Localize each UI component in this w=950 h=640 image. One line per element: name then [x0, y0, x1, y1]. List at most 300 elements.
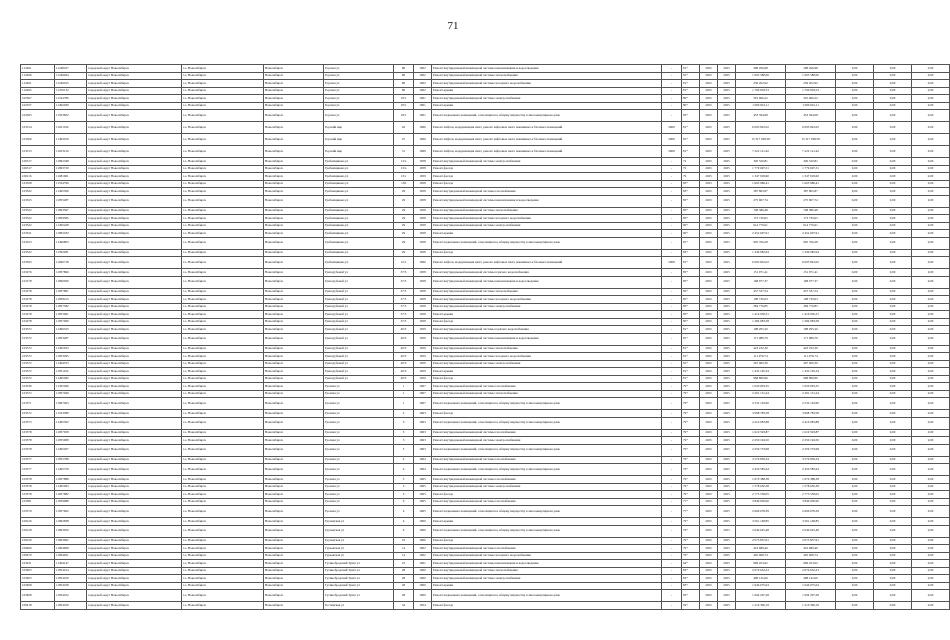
- cell-z1: 0,00: [836, 158, 874, 166]
- cell-z1: 0,00: [836, 545, 874, 553]
- cell-code: 11857582: [55, 303, 87, 311]
- cell-z1: 0,00: [836, 476, 874, 484]
- cell-street: Гребенщикова ул: [324, 257, 394, 269]
- cell-group: 81*: [682, 257, 700, 269]
- cell-cost2: 1 009 922,11: [786, 102, 836, 110]
- cell-z2: 0,00: [874, 582, 912, 590]
- cell-y1: 2025: [700, 237, 718, 249]
- cell-city: г.о. Новосибирск: [182, 333, 264, 345]
- table-row: [21, 353, 950, 361]
- cell-house: 40/3: [394, 333, 414, 345]
- cell-z1: 0,00: [836, 122, 874, 134]
- cell-group: 83*: [682, 567, 700, 575]
- cell-d1: -: [662, 552, 682, 560]
- cell-city: г.о. Новосибирск: [182, 464, 264, 476]
- cell-group: 80*: [682, 95, 700, 103]
- cell-z3: 0,00: [912, 575, 950, 583]
- cell-y2: 2025: [718, 360, 736, 368]
- cell-area: городской округ Новосибирск: [87, 102, 182, 110]
- cell-y2: 2025: [718, 552, 736, 560]
- cell-cost2: 1 946 075,04: [786, 582, 836, 590]
- cell-area: городской округ Новосибирск: [87, 437, 182, 445]
- cell-z3: 0,00: [912, 296, 950, 304]
- cell-work: Ремонт крыши: [432, 368, 662, 376]
- cell-y2: 2025: [718, 590, 736, 602]
- cell-work: Ремонт подвальных помещений, относящихся к общему имуществу в многоквартирном доме: [432, 398, 662, 410]
- cell-code: 11653210: [55, 146, 87, 158]
- cell-area: городской округ Новосибирск: [87, 276, 182, 288]
- cell-y1: 2025: [700, 180, 718, 188]
- cell-cost: 1 619 593,87: [736, 429, 786, 437]
- cell-city: г.о. Новосибирск: [182, 72, 264, 80]
- cell-y1: 2025: [700, 456, 718, 464]
- cell-group: 81*: [682, 353, 700, 361]
- cell-z2: 0,00: [874, 537, 912, 545]
- cell-street: Гризодубовой ул: [324, 318, 394, 326]
- cell-city: г.о. Новосибирск: [182, 375, 264, 383]
- cell-work: Ремонт внутридомовой инженерной системы теплоснабжения: [432, 567, 662, 575]
- cell-id: 103405: [21, 567, 55, 575]
- cell-year: 1958: [414, 230, 432, 238]
- cell-code: 11493019: [55, 134, 87, 146]
- cell-z2: 0,00: [874, 518, 912, 526]
- cell-city: г.о. Новосибирск: [182, 102, 264, 110]
- cell-id: 103372: [21, 390, 55, 398]
- cell-y2: 2025: [718, 326, 736, 334]
- cell-work: Ремонт внутридомовой инженерной системы холодного водоснабжения: [432, 80, 662, 88]
- cell-cost: 168 977,37: [736, 276, 786, 288]
- cell-y1: 2025: [700, 207, 718, 215]
- table-row: [21, 575, 950, 583]
- cell-street: Гребенщикова ул: [324, 165, 394, 173]
- cell-year: 1958: [414, 222, 432, 230]
- cell-z2: 0,00: [874, 506, 912, 518]
- cell-y1: 2025: [700, 560, 718, 568]
- cell-id: 103408: [21, 590, 55, 602]
- cell-code: 11495093: [55, 483, 87, 491]
- cell-cost2: 259 202,92: [786, 80, 836, 88]
- cell-cost2: 168 977,37: [786, 276, 836, 288]
- cell-cost2: 1 020 003,35: [786, 383, 836, 391]
- cell-cost: 1 210 396,19: [736, 602, 786, 610]
- cell-cost2: 284 776,85: [786, 303, 836, 311]
- cell-z2: 0,00: [874, 165, 912, 173]
- cell-cost2: 2 075 837,91: [786, 537, 836, 545]
- cell-y2: 2025: [718, 575, 736, 583]
- cell-z2: 0,00: [874, 368, 912, 376]
- table-row: [21, 368, 950, 376]
- cell-y1: 2025: [700, 318, 718, 326]
- cell-group: 81*: [682, 72, 700, 80]
- cell-district: Новосибирск: [264, 582, 324, 590]
- cell-code: 11851102: [55, 368, 87, 376]
- cell-cost: 1 347 918,60: [736, 173, 786, 181]
- cell-y1: 2025: [700, 269, 718, 277]
- cell-group: 79*: [682, 383, 700, 391]
- cell-work: Ремонт внутридомовой инженерной системы холодного водоснабжения: [432, 215, 662, 223]
- cell-work: Ремонт внутридомовой инженерной системы холодного водоснабжения: [432, 353, 662, 361]
- cell-work: Ремонт внутридомовой инженерной системы горячего водоснабжения: [432, 326, 662, 334]
- cell-city: г.о. Новосибирск: [182, 383, 264, 391]
- cell-d1: -: [662, 491, 682, 499]
- cell-house: 18/1: [394, 95, 414, 103]
- table-row: [21, 429, 950, 437]
- cell-y2: 2025: [718, 437, 736, 445]
- cell-work: Ремонт внутридомовой инженерной системы газоснабжения: [432, 476, 662, 484]
- cell-street: Гурьевская ул: [324, 552, 394, 560]
- cell-z3: 0,00: [912, 429, 950, 437]
- cell-id: 102367: [21, 95, 55, 103]
- cell-district: Новосибирск: [264, 483, 324, 491]
- table-row: [21, 567, 950, 575]
- cell-year: 1960: [414, 525, 432, 537]
- cell-cost2: 2 291 131,24: [786, 390, 836, 398]
- cell-street: Гризодубовой ул: [324, 368, 394, 376]
- cell-house: 40/3: [394, 326, 414, 334]
- cell-cost: 6 093 822,02: [736, 257, 786, 269]
- cell-y1: 2025: [700, 410, 718, 418]
- cell-area: городской округ Новосибирск: [87, 383, 182, 391]
- cell-area: городской округ Новосибирск: [87, 368, 182, 376]
- cell-district: Новосибирск: [264, 360, 324, 368]
- cell-district: Новосибирск: [264, 417, 324, 429]
- cell-code: 11495027: [55, 444, 87, 456]
- cell-house: 28: [394, 575, 414, 583]
- cell-d1: -: [662, 87, 682, 95]
- cell-year: 1963: [414, 444, 432, 456]
- cell-house: 6: [394, 498, 414, 506]
- cell-cost2: 2 452 607,91: [786, 230, 836, 238]
- cell-street: Гурьевская ул: [324, 545, 394, 553]
- cell-house: 5: [394, 483, 414, 491]
- cell-street: Грозная ул: [324, 444, 394, 456]
- cell-z2: 0,00: [874, 296, 912, 304]
- table-row: [21, 360, 950, 368]
- cell-street: Гостинская ул: [324, 602, 394, 610]
- cell-house: 159: [394, 180, 414, 188]
- cell-year: 1965: [414, 476, 432, 484]
- cell-z1: 0,00: [836, 383, 874, 391]
- cell-district: Новосибирск: [264, 590, 324, 602]
- cell-house: 28: [394, 590, 414, 602]
- table-row: [21, 560, 950, 568]
- cell-city: г.о. Новосибирск: [182, 506, 264, 518]
- cell-y2: 2025: [718, 188, 736, 196]
- table-row: [21, 456, 950, 464]
- cell-group: 85*: [682, 195, 700, 207]
- cell-z3: 0,00: [912, 456, 950, 464]
- cell-street: Горская ул: [324, 110, 394, 122]
- cell-z3: 0,00: [912, 165, 950, 173]
- cell-id: 109128: [21, 525, 55, 537]
- cell-id: 103372: [21, 326, 55, 334]
- cell-y2: 2025: [718, 95, 736, 103]
- cell-year: 1958: [414, 188, 432, 196]
- cell-street: Гризодубовой ул: [324, 333, 394, 345]
- cell-z1: 0,00: [836, 95, 874, 103]
- cell-city: г.о. Новосибирск: [182, 525, 264, 537]
- cell-year: 1963: [414, 437, 432, 445]
- table-row: [21, 72, 950, 80]
- cell-district: Новосибирск: [264, 518, 324, 526]
- cell-area: городской округ Новосибирск: [87, 525, 182, 537]
- cell-y2: 2025: [718, 87, 736, 95]
- cell-z3: 0,00: [912, 237, 950, 249]
- cell-street: Гризодубовой ул: [324, 269, 394, 277]
- cell-year: 1996: [414, 134, 432, 146]
- cell-work: Ремонт внутридомовой инженерной системы холодного водоснабжения: [432, 552, 662, 560]
- cell-y1: 2025: [700, 498, 718, 506]
- cell-city: г.о. Новосибирск: [182, 146, 264, 158]
- cell-cost2: 275 967,74: [786, 195, 836, 207]
- cell-street: Гусинобродский Тракт ул: [324, 590, 394, 602]
- cell-d1: -: [662, 582, 682, 590]
- cell-group: 85*: [682, 269, 700, 277]
- cell-city: г.о. Новосибирск: [182, 437, 264, 445]
- cell-street: Грозная ул: [324, 410, 394, 418]
- cell-d1: -: [662, 311, 682, 319]
- cell-cost2: 151 971,41: [786, 269, 836, 277]
- cell-code: 11853287: [55, 333, 87, 345]
- cell-group: 76*: [682, 545, 700, 553]
- cell-group: 85*: [682, 303, 700, 311]
- table-row: [21, 311, 950, 319]
- cell-y1: 2025: [700, 429, 718, 437]
- cell-house: 18/1: [394, 110, 414, 122]
- cell-z2: 0,00: [874, 110, 912, 122]
- cell-z2: 0,00: [874, 318, 912, 326]
- cell-street: Гребенщикова ул: [324, 207, 394, 215]
- cell-work: Ремонт внутридомовой инженерной системы канализования и водоотведения: [432, 195, 662, 207]
- cell-d1: 2008: [662, 146, 682, 158]
- cell-z3: 0,00: [912, 560, 950, 568]
- cell-y1: 2025: [700, 537, 718, 545]
- cell-cost: 453 594,08: [736, 110, 786, 122]
- cell-y1: 2025: [700, 249, 718, 257]
- cell-district: Новосибирск: [264, 173, 324, 181]
- cell-z3: 0,00: [912, 383, 950, 391]
- cell-y1: 2025: [700, 257, 718, 269]
- cell-y1: 2025: [700, 525, 718, 537]
- cell-d1: -: [662, 437, 682, 445]
- table-row: [21, 296, 950, 304]
- cell-city: г.о. Новосибирск: [182, 318, 264, 326]
- cell-work: Ремонт фасада: [432, 180, 662, 188]
- cell-house: 18/1: [394, 102, 414, 110]
- cell-street: Грозная ул: [324, 491, 394, 499]
- cell-code: 11855287: [55, 195, 87, 207]
- table-row: [21, 288, 950, 296]
- cell-year: 1963: [414, 417, 432, 429]
- cell-z2: 0,00: [874, 95, 912, 103]
- cell-year: 1958: [414, 158, 432, 166]
- cell-z3: 0,00: [912, 146, 950, 158]
- cell-work: Ремонт внутридомовой инженерной системы газоснабжения: [432, 456, 662, 464]
- cell-cost2: 1 670 388,38: [786, 476, 836, 484]
- cell-cost2: 591 966,22: [786, 95, 836, 103]
- cell-id: 103321: [21, 230, 55, 238]
- cell-area: городской округ Новосибирск: [87, 303, 182, 311]
- cell-z2: 0,00: [874, 464, 912, 476]
- cell-id: 103322: [21, 207, 55, 215]
- cell-y2: 2025: [718, 429, 736, 437]
- cell-d1: -: [662, 95, 682, 103]
- cell-year: 1958: [414, 215, 432, 223]
- cell-area: городской округ Новосибирск: [87, 65, 182, 73]
- cell-cost: 2 679 632,23: [736, 567, 786, 575]
- cell-house: 47: [394, 134, 414, 146]
- cell-group: 76*: [682, 476, 700, 484]
- cell-cost: 298 296,98: [736, 65, 786, 73]
- cell-y2: 2025: [718, 476, 736, 484]
- cell-group: 83*: [682, 575, 700, 583]
- cell-street: Гризодубовой ул: [324, 326, 394, 334]
- cell-year: 1959: [414, 368, 432, 376]
- cell-y1: 2025: [700, 215, 718, 223]
- cell-area: городской округ Новосибирск: [87, 398, 182, 410]
- cell-cost: 1 416 036,31: [736, 311, 786, 319]
- cell-z3: 0,00: [912, 173, 950, 181]
- cell-work: Ремонт крыши: [432, 230, 662, 238]
- cell-area: городской округ Новосибирск: [87, 491, 182, 499]
- cell-work: Ремонт внутридомовой инженерной системы газоснабжения: [432, 545, 662, 553]
- cell-group: 83*: [682, 582, 700, 590]
- cell-z1: 0,00: [836, 437, 874, 445]
- cell-year: 1960: [414, 567, 432, 575]
- cell-cost: 284 776,85: [736, 303, 786, 311]
- cell-house: 14: [394, 552, 414, 560]
- cell-id: 103378: [21, 444, 55, 456]
- cell-district: Новосибирск: [264, 498, 324, 506]
- cell-z2: 0,00: [874, 375, 912, 383]
- cell-group: 72: [682, 158, 700, 166]
- cell-area: городской округ Новосибирск: [87, 602, 182, 610]
- cell-group: 83*: [682, 180, 700, 188]
- table-row: [21, 87, 950, 95]
- cell-y1: 2025: [700, 222, 718, 230]
- cell-group: 77*: [682, 506, 700, 518]
- cell-year: 1958: [414, 237, 432, 249]
- cell-z1: 0,00: [836, 180, 874, 188]
- cell-area: городской округ Новосибирск: [87, 590, 182, 602]
- cell-group: 76*: [682, 491, 700, 499]
- cell-group: 64*: [682, 560, 700, 568]
- cell-id: 103322: [21, 249, 55, 257]
- cell-work: Ремонт крыши: [432, 582, 662, 590]
- cell-z2: 0,00: [874, 417, 912, 429]
- cell-y1: 2025: [700, 303, 718, 311]
- cell-year: 1958: [414, 249, 432, 257]
- cell-district: Новосибирск: [264, 602, 324, 610]
- cell-cost2: 111 076,74: [786, 353, 836, 361]
- cell-area: городской округ Новосибирск: [87, 165, 182, 173]
- cell-street: Гризодубовой ул: [324, 311, 394, 319]
- cell-cost2: 298 296,98: [786, 65, 836, 73]
- cell-city: г.о. Новосибирск: [182, 207, 264, 215]
- cell-cost: 111 076,74: [736, 353, 786, 361]
- cell-z2: 0,00: [874, 249, 912, 257]
- cell-group: 81*: [682, 375, 700, 383]
- cell-year: 1958: [414, 180, 432, 188]
- cell-z3: 0,00: [912, 410, 950, 418]
- cell-district: Новосибирск: [264, 476, 324, 484]
- cell-id: 103377: [21, 464, 55, 476]
- cell-work: Ремонт внутридомовой инженерной системы теплоснабжения: [432, 207, 662, 215]
- cell-y2: 2025: [718, 353, 736, 361]
- table-row: [21, 188, 950, 196]
- cell-y1: 2025: [700, 158, 718, 166]
- cell-city: г.о. Новосибирск: [182, 491, 264, 499]
- cell-y2: 2025: [718, 483, 736, 491]
- cell-street: Гризодубовой ул: [324, 296, 394, 304]
- cell-year: 1996: [414, 257, 432, 269]
- cell-street: Гризодубовой ул: [324, 303, 394, 311]
- cell-year: 1965: [414, 491, 432, 499]
- cell-city: г.о. Новосибирск: [182, 303, 264, 311]
- cell-y1: 2025: [700, 326, 718, 334]
- cell-city: г.о. Новосибирск: [182, 230, 264, 238]
- cell-z1: 0,00: [836, 506, 874, 518]
- cell-z3: 0,00: [912, 134, 950, 146]
- cell-street: Гусинобродский Тракт ул: [324, 575, 394, 583]
- cell-d1: -: [662, 207, 682, 215]
- cell-area: городской округ Новосибирск: [87, 498, 182, 506]
- cell-d1: -: [662, 590, 682, 602]
- table-row: [21, 110, 950, 122]
- cell-d1: -: [662, 464, 682, 476]
- cell-id: 103377: [21, 456, 55, 464]
- cell-house: 86: [394, 80, 414, 88]
- cell-area: городской округ Новосибирск: [87, 410, 182, 418]
- cell-cost2: 7 222 121,42: [786, 146, 836, 158]
- cell-d1: -: [662, 65, 682, 73]
- cell-area: городской округ Новосибирск: [87, 249, 182, 257]
- cell-city: г.о. Новосибирск: [182, 165, 264, 173]
- cell-house: 29: [394, 207, 414, 215]
- cell-group: 76*: [682, 456, 700, 464]
- cell-d1: -: [662, 158, 682, 166]
- cell-group: 76*: [682, 464, 700, 476]
- cell-d1: -: [662, 560, 682, 568]
- cell-work: Ремонт фасада: [432, 318, 662, 326]
- cell-z2: 0,00: [874, 552, 912, 560]
- cell-city: г.о. Новосибирск: [182, 483, 264, 491]
- cell-city: г.о. Новосибирск: [182, 65, 264, 73]
- cell-cost2: 171 089,79: [786, 333, 836, 345]
- cell-work: Ремонт подвальных помещений, относящихся к общему имуществу в многоквартирном доме: [432, 590, 662, 602]
- cell-cost: 6 093 822,02: [736, 122, 786, 134]
- cell-code: 11859988: [55, 498, 87, 506]
- cell-group: 90*: [682, 230, 700, 238]
- cell-y1: 2025: [700, 383, 718, 391]
- cell-z3: 0,00: [912, 345, 950, 353]
- cell-code: 11495302: [55, 417, 87, 429]
- cell-code: 11523589: [55, 410, 87, 418]
- cell-y1: 2025: [700, 288, 718, 296]
- cell-z3: 0,00: [912, 80, 950, 88]
- cell-z2: 0,00: [874, 72, 912, 80]
- cell-district: Новосибирск: [264, 207, 324, 215]
- cell-z2: 0,00: [874, 180, 912, 188]
- table-row: [21, 146, 950, 158]
- cell-z1: 0,00: [836, 311, 874, 319]
- cell-id: 103278: [21, 311, 55, 319]
- cell-z3: 0,00: [912, 257, 950, 269]
- cell-y1: 2025: [700, 311, 718, 319]
- cell-street: Гусинобродский Тракт ул: [324, 560, 394, 568]
- cell-z2: 0,00: [874, 602, 912, 610]
- cell-cost: 2 775 558,05: [736, 491, 786, 499]
